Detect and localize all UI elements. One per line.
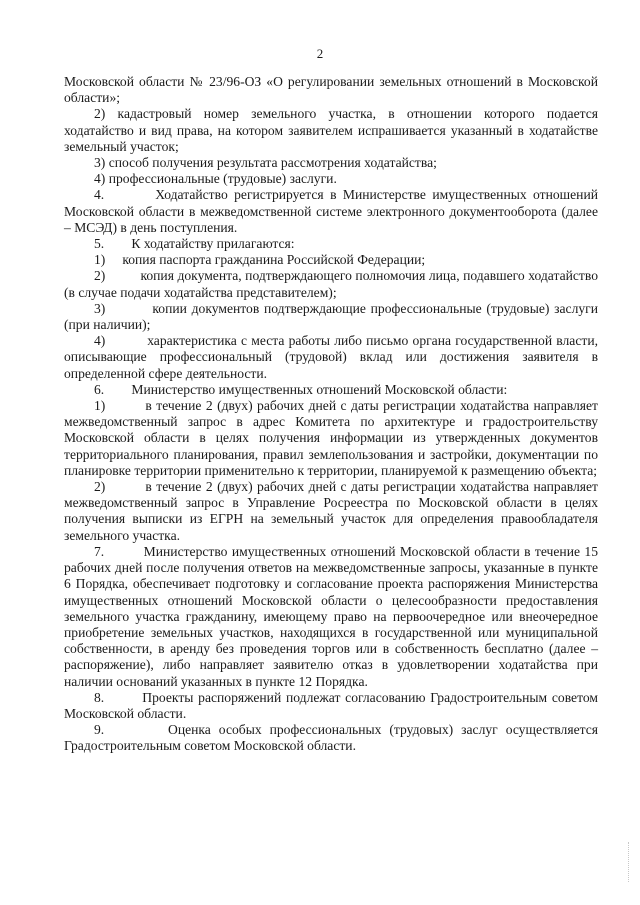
paragraph-item-4-merits: 4) профессиональные (трудовые) заслуги. <box>94 171 337 187</box>
paragraph-5-4-reference: 4) характеристика с места работы либо письмо органа государственной власти, описывающие профессиональный (трудовой) вклад или достижения заявителя в определенной сфере деятельности. <box>64 333 598 381</box>
edge-scan-mark <box>628 842 631 882</box>
paragraph-6-1-request-committee: 1) в течение 2 (двух) рабочих дней с даты регистрации ходатайства направляет межведомственный запрос в адрес Комитета по архитектуре и градостроительству Московской области в целях получения информации из утвержденных документов территориального планирования, правил землепользования и застройки, документации по планировке территории применительно к территории, планируемой к размещению объекта; <box>64 398 598 478</box>
paragraph-9-evaluation: 9. Оценка особых профессиональных (трудовых) заслуг осуществляется Градостроительным советом Московской области. <box>64 722 598 754</box>
paragraph-item-2-cadastral: 2) кадастровый номер земельного участка, в отношении которого подается ходатайство и вид права, на котором заявителем испрашивается указанный в ходатайстве земельный участок; <box>64 106 598 154</box>
paragraph-5-2-authority: 2) копия документа, подтверждающего полномочия лица, подавшего ходатайство (в случае подачи ходатайства представителем); <box>64 268 598 300</box>
paragraph-4-registration: 4. Ходатайство регистрируется в Министерстве имущественных отношений Московской области в межведомственной системе электронного документооборота (далее – МСЭД) в день поступления. <box>64 187 598 235</box>
paragraph-law-reference: Московской области № 23/96-ОЗ «О регулировании земельных отношений в Московской области»; <box>64 74 598 106</box>
paragraph-5-1-passport: 1) копия паспорта гражданина Российской Федерации; <box>94 252 426 268</box>
paragraph-7-order-preparation: 7. Министерство имущественных отношений Московской области в течение 15 рабочих дней после получения ответов на межведомственные запросы, указанные в пункте 6 Порядка, обеспечивает подготовку и согласование проекта распоряжения Министерства имущественных отношений Московской области о целесообразности предоставления земельного участка гражданину, имеющему право на первоочередное или внеочередное приобретение земельных участков, находящихся в государственной или муниципальной собственности, в аренду без проведения торгов или в собственность бесплатно (далее – распоряжение), либо направляет заявителю отказ в удовлетворении ходатайства при наличии оснований указанных в пункте 12 Порядка. <box>64 543 598 689</box>
paragraph-5-3-documents: 3) копии документов подтверждающие профессиональные (трудовые) заслуги (при наличии); <box>64 300 598 333</box>
page-number: 2 <box>316 46 324 61</box>
paragraph-6-ministry: 6. Министерство имущественных отношений Московской области: <box>94 381 508 397</box>
paragraph-8-approval: 8. Проекты распоряжений подлежат согласованию Градостроительным советом Московской области. <box>64 689 598 721</box>
paragraph-item-3-method: 3) способ получения результата рассмотрения ходатайства; <box>94 155 437 171</box>
paragraph-5-attachments: 5. К ходатайству прилагаются: <box>94 236 295 252</box>
document-body <box>64 74 598 755</box>
paragraph-6-2-request-rosreestr: 2) в течение 2 (двух) рабочих дней с даты регистрации ходатайства направляет межведомственный запрос в Управление Росреестра по Московской области в целях получения выписки из ЕГРН на земельный участок для определения правообладателя земельного участка. <box>64 479 598 543</box>
